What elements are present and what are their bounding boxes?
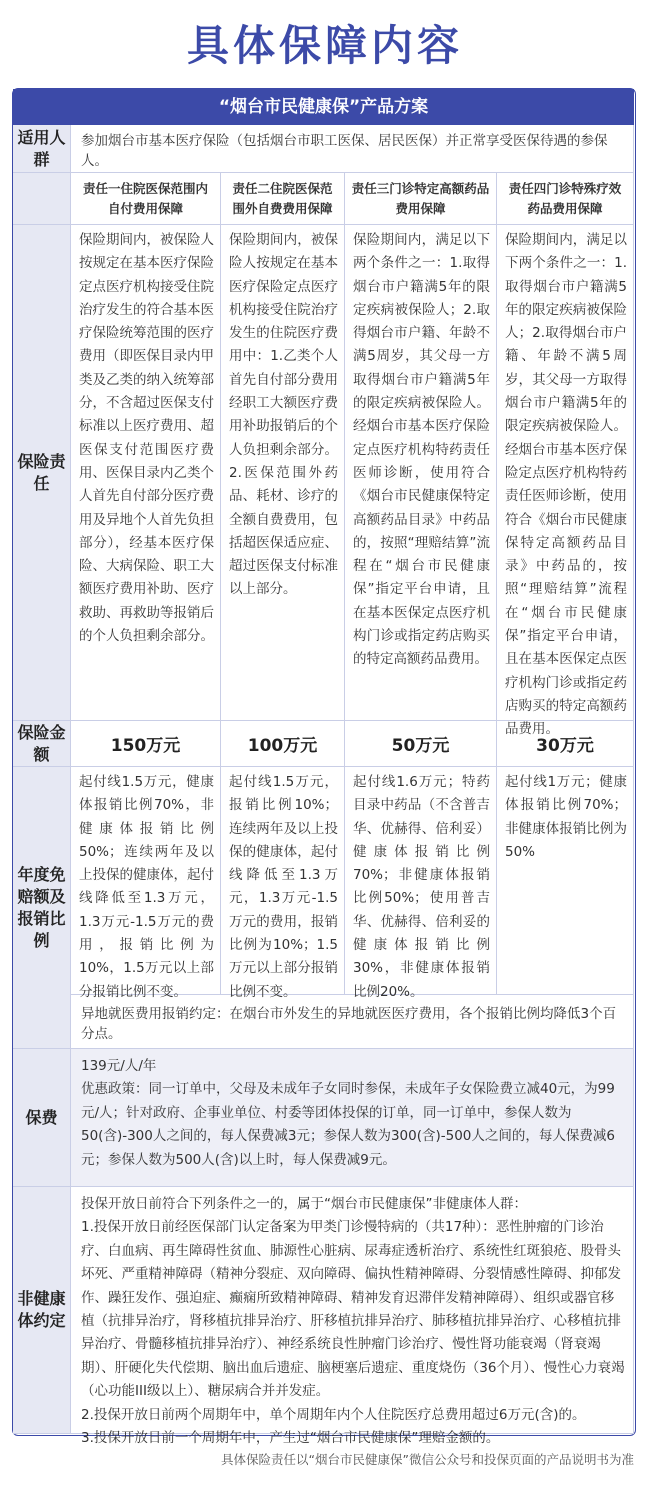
header-resp-3: 责任三门诊特定高额药品费用保障	[345, 173, 497, 225]
deductible-resp-4: 起付线1万元；健康体报销比例70%；非健康体报销比例为50%	[497, 767, 634, 995]
table-title: “烟台市民健康保”产品方案	[13, 89, 634, 125]
header-resp-4: 责任四门诊特殊疗效药品费用保障	[497, 173, 634, 225]
premium-price: 139元/人/年	[81, 1058, 157, 1074]
deductible-resp-2: 起付线1.5万元，报销比例10%；连续两年及以上投保的健康体，起付线降低至1.3万元，1.3万元-1.5万元的费用，报销比例为10%；1.5万元以上部分报销比例不变。	[221, 767, 345, 995]
unhealthy-intro: 投保开放日前符合下列条件之一的，属于“烟台市民健康保”非健康体人群：	[81, 1196, 527, 1212]
coverage-resp-3: 保险期间内，满足以下两个条件之一：1.取得烟台市户籍满5年的限定疾病被保险人；2.取得烟台市户籍、年龄不满5周岁，其父母一方取得烟台市户籍满5年的限定疾病被保险人。经烟台市基本医疗保险定点医疗机构特药责任医师诊断，使用符合《烟台市民健康保特定高额药品目录》中药品的，按照“理赔结算”流程在“烟台市民健康保”指定平台申请，且在基本医保定点医疗机构门诊或指定药店购买的特定高额药品费用。	[345, 225, 497, 721]
label-coverage: 保险责任	[13, 225, 71, 721]
deductible-resp-1: 起付线1.5万元，健康体报销比例70%，非健康体报销比例50%；连续两年及以上投保的健康体，起付线降低至1.3万元，1.3万元-1.5万元的费用，报销比例为10%，1.5万元以上部分报销比例不变。	[71, 767, 221, 995]
remote-claim-note: 异地就医费用报销约定：在烟台市外发生的异地就医医疗费用，各个报销比例均降低3个百分点。	[71, 995, 634, 1049]
amount-resp-3: 50万元	[345, 721, 497, 767]
label-eligible: 适用人群	[13, 125, 71, 173]
label-unhealthy: 非健康体约定	[13, 1187, 71, 1434]
table-grid	[13, 125, 634, 1447]
plan-table	[12, 88, 636, 1447]
coverage-resp-1: 保险期间内，被保险人按规定在基本医疗保险定点医疗机构接受住院治疗发生的符合基本医疗保险统筹范围的医疗费用（即医保目录内甲类及乙类的纳入统筹部分，不含超过医保支付标准以上医疗费用、超医保支付范围医疗费用、医保目录内乙类个人首先自付部分医疗费用及异地个人首先负担部分），经基本医疗保险、大病保险、职工大额医疗费用补助、医疗救助、再救助等报销后的个人负担剩余部分。	[71, 225, 221, 721]
header-resp-2: 责任二住院医保范围外自费费用保障	[221, 173, 345, 225]
eligible-text: 参加烟台市基本医疗保险（包括烟台市职工医保、居民医保）并正常享受医保待遇的参保人。	[71, 125, 634, 173]
unhealthy-cell	[71, 1187, 634, 1447]
label-premium: 保费	[13, 1049, 71, 1187]
label-deductible: 年度免赔额及报销比例	[13, 767, 71, 1049]
label-amount: 保险金额	[13, 721, 71, 767]
unhealthy-item-2: 2.投保开放日前两个周期年中，单个周期年内个人住院医疗总费用超过6万元(含)的。	[81, 1406, 586, 1423]
unhealthy-item-1: 1.投保开放日前经医保部门认定备案为甲类门诊慢特病的（共17种）：恶性肿瘤的门诊治疗、白血病、再生障碍性贫血、肺源性心脏病、尿毒症透析治疗、系统性红斑狼疮、股骨头坏死、严重精神障碍（精神分裂症、双向障碍、偏执性精神障碍、分裂情感性障碍、抑郁发作、躁狂发作、强迫症、癫痫所致精神障碍、精神发育迟滞伴发精神障碍）、组织或器官移植（抗排异治疗，肾移植抗排异治疗、肝移植抗排异治疗、肺移植抗排异治疗、心移植抗排异治疗、骨髓移植抗排异治疗）、神经系统良性肿瘤门诊治疗、慢性肾功能衰竭（肾衰竭期）、肝硬化失代偿期、脑出血后遗症、脑梗塞后遗症、重度烧伤（36个月）、慢性心力衰竭（心功能III级以上）、糖尿病合并并发症。	[81, 1219, 625, 1400]
amount-resp-1: 150万元	[71, 721, 221, 767]
amount-resp-4: 30万元	[497, 721, 634, 767]
header-resp-1: 责任一住院医保范围内自付费用保障	[71, 173, 221, 225]
premium-discount: 优惠政策：同一订单中，父母及未成年子女同时参保，未成年子女保险费立减40元，为99元/人；针对政府、企事业单位、村委等团体投保的订单，同一订单中，参保人数为50(含)-300人之间的，每人保费减3元；参保人数为300(含)-500人之间的，每人保费减6元；参保人数为500人(含)以上时，每人保费减9元。	[81, 1081, 615, 1168]
page-title: 具体保障内容	[186, 21, 463, 70]
amount-resp-2: 100万元	[221, 721, 345, 767]
header-blank	[13, 173, 71, 225]
unhealthy-item-3: 3.投保开放日前一个周期年中，产生过“烟台市民健康保”理赔金额的。	[81, 1430, 500, 1447]
footnote: 具体保险责任以“烟台市民健康保”微信公众号和投保页面的产品说明书为准	[221, 1452, 634, 1467]
coverage-resp-2: 保险期间内，被保险人按规定在基本医疗保险定点医疗机构接受住院治疗发生的住院医疗费用中：1.乙类个人首先自付部分费用经职工大额医疗费用补助报销后的个人负担剩余部分。2.医保范围外药品、耗材、诊疗的全额自费费用，包括超医保适应症、超过医保支付标准以上部分。	[221, 225, 345, 721]
premium-cell	[71, 1049, 634, 1187]
coverage-resp-4: 保险期间内，满足以下两个条件之一：1.取得烟台市户籍满5年的限定疾病被保险人；2.取得烟台市户籍、年龄不满5周岁，其父母一方取得烟台市户籍满5年的限定疾病被保险人。经烟台市基本医疗保险定点医疗机构特药责任医师诊断，使用符合《烟台市民健康保特定高额药品目录》中药品的，按照“理赔结算”流程在“烟台市民健康保”指定平台申请，且在基本医保定点医疗机构门诊或指定药店购买的特定高额药品费用。	[497, 225, 634, 721]
deductible-resp-3: 起付线1.6万元；特药目录中药品（不含普吉华、优赫得、倍利妥）健康体报销比例70%；非健康体报销比例50%；使用普吉华、优赫得、倍利妥的健康体报销比例30%，非健康体报销比例20%。	[345, 767, 497, 995]
